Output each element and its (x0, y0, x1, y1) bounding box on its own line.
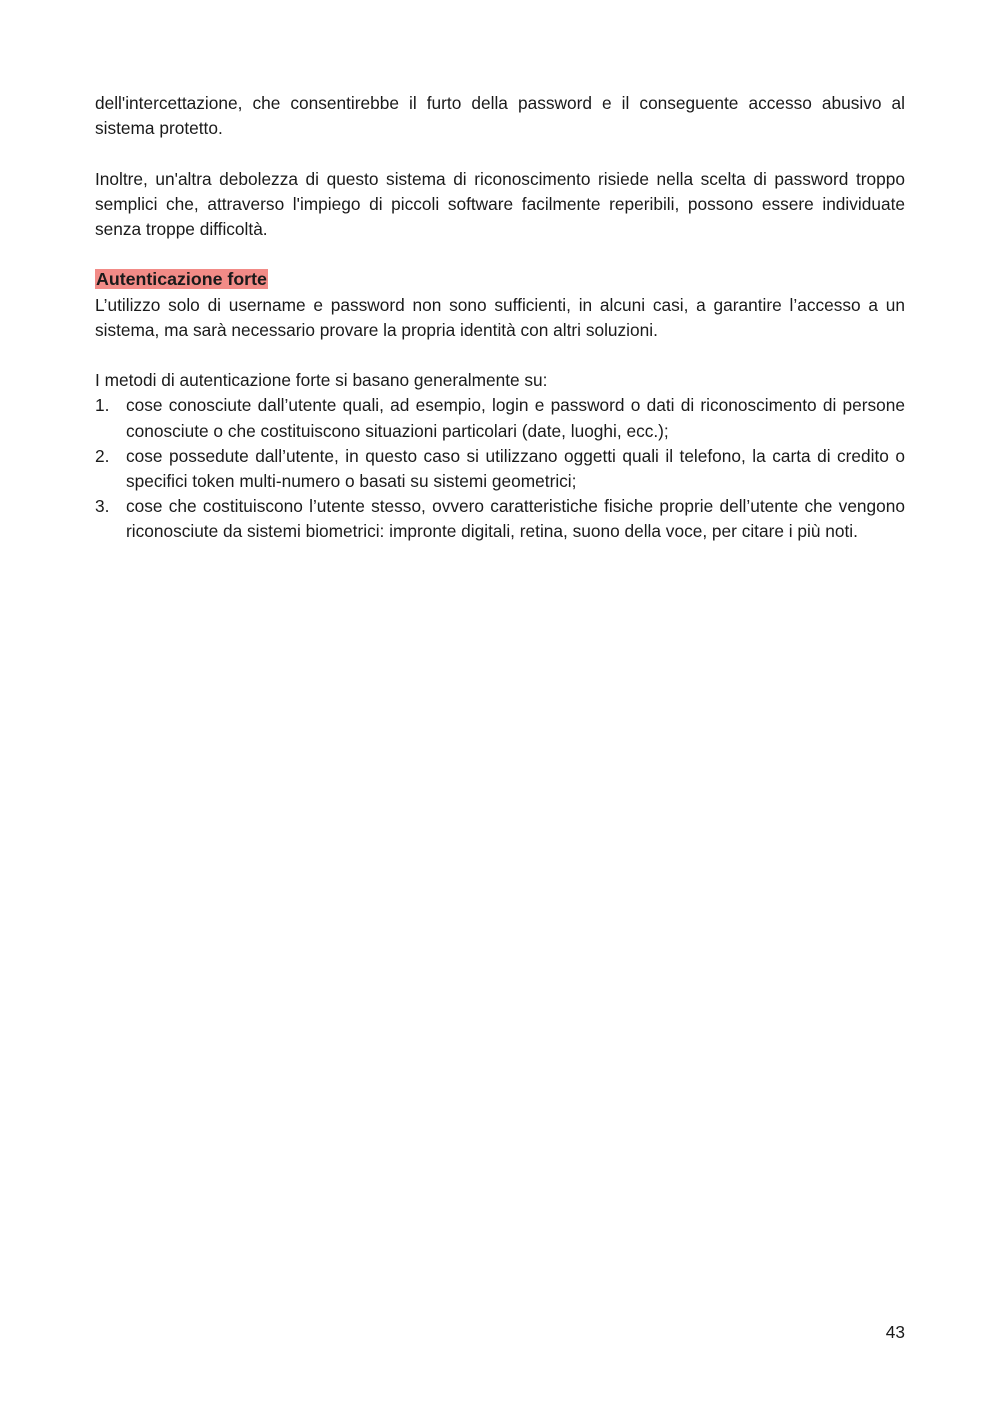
methods-list (95, 393, 905, 544)
list-item-number: 1. (95, 395, 110, 416)
list-item-text: cose che costituiscono l’utente stesso, ovvero caratteristiche fisiche proprie dell’utente che vengono riconosciute da sistemi biometrici: impronte digitali, retina, suono della voce, per citare i più noti. (126, 496, 905, 542)
section-heading-text: Autenticazione forte (96, 269, 267, 290)
list-item (95, 393, 905, 443)
list-item (95, 494, 905, 544)
page-number: 43 (885, 1322, 905, 1342)
list-item-number: 3. (95, 496, 110, 517)
list-item-text: cose possedute dall’utente, in questo caso si utilizzano oggetti quali il telefono, la carta di credito o specifici token multi-numero o basati su sistemi geometrici; (126, 445, 905, 491)
spacer (95, 242, 905, 267)
paragraph-methods-intro: I metodi di autenticazione forte si basano generalmente su: (95, 370, 548, 391)
list-item-text: cose conosciute dall’utente quali, ad esempio, login e password o dati di riconoscimento di persone conosciute o che costituiscono situazioni particolari (date, luoghi, ecc.); (126, 395, 905, 441)
document-page (95, 91, 905, 545)
paragraph-weak-passwords: Inoltre, un'altra debolezza di questo sistema di riconoscimento risiede nella scelta di password troppo semplici che, attraverso l'impiego di piccoli software facilmente reperibili, possono essere individuate senza troppe difficoltà. (95, 168, 905, 239)
paragraph-strong-auth-intro: L’utilizzo solo di username e password non sono sufficienti, in alcuni casi, a garantire l’accesso a un sistema, ma sarà necessario provare la propria identità con altri soluzioni. (95, 294, 905, 340)
section-heading (95, 267, 905, 292)
list-item-number: 2. (95, 445, 110, 466)
paragraph-interception: dell'intercettazione, che consentirebbe il furto della password e il conseguente accesso abusivo al sistema protetto. (95, 93, 905, 139)
list-item (95, 444, 905, 494)
spacer (95, 141, 905, 166)
spacer (95, 343, 905, 368)
